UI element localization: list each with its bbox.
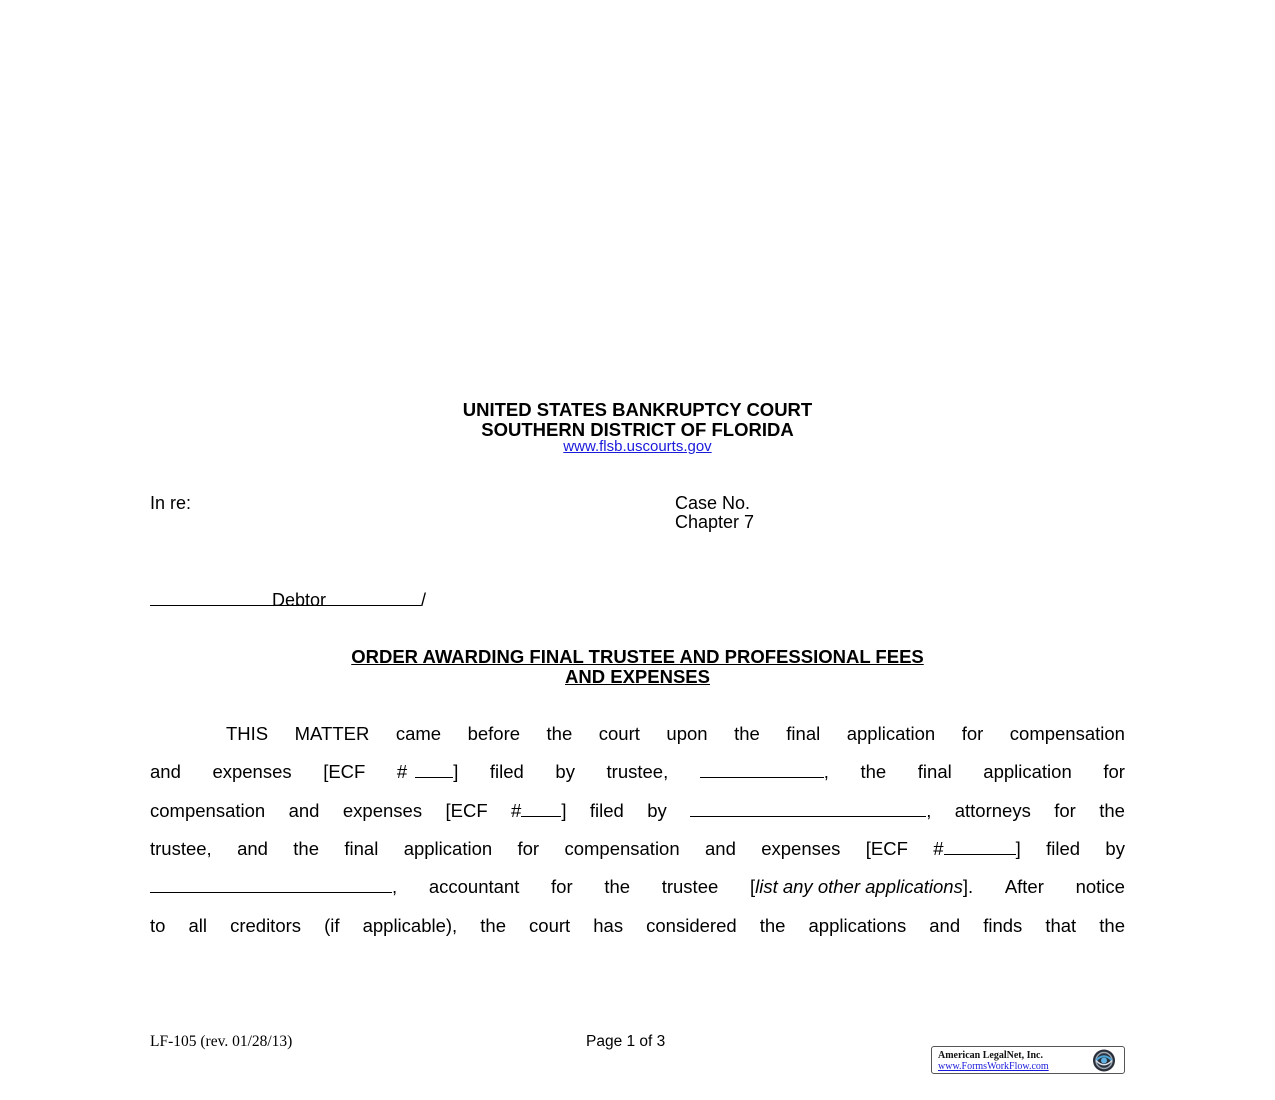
page-number: Page 1 of 3 [586, 1033, 666, 1050]
word: the [1099, 800, 1125, 821]
court-name: UNITED STATES BANKRUPTCY COURT [462, 399, 813, 420]
word: # [511, 800, 522, 821]
word: MATTER [294, 723, 370, 744]
word: , [392, 876, 398, 897]
ecf-accountant-group [933, 838, 1020, 860]
word: filed [589, 800, 624, 821]
word: filed [1046, 838, 1081, 859]
word: by [555, 761, 575, 782]
attorney-name-blank [690, 801, 926, 817]
chapter-label: Chapter 7 [675, 512, 755, 532]
word: before [467, 723, 521, 744]
word: the [759, 915, 786, 936]
word: final [786, 723, 821, 744]
word: # [396, 761, 408, 782]
word: the [734, 723, 760, 744]
word: , [926, 800, 932, 821]
word: finds [983, 915, 1023, 936]
ecf-number-blank [521, 801, 561, 817]
word: [ [749, 876, 756, 897]
ecf-number-blank [415, 762, 453, 778]
accountant-name-group [150, 876, 397, 898]
debtor-label: Debtor [271, 590, 326, 610]
word: the [604, 876, 631, 897]
word: applications [808, 915, 907, 936]
word: creditors [230, 915, 302, 936]
word: application [846, 723, 936, 744]
vendor-name: American LegalNet, Inc. [938, 1050, 1043, 1061]
case-number-label: Case No. [675, 493, 751, 513]
word: final [344, 838, 379, 859]
word: the [860, 761, 887, 782]
word: trustee, [606, 761, 669, 782]
trustee-name-group [700, 761, 829, 783]
word: expenses [342, 800, 423, 821]
word: for [517, 838, 540, 859]
word: and [705, 838, 736, 859]
word: ] [453, 761, 459, 782]
word: application [983, 761, 1072, 782]
word: THIS [226, 723, 269, 744]
word: application [403, 838, 493, 859]
word: and [288, 800, 320, 821]
body-line-3 [150, 800, 1125, 822]
vendor-url[interactable]: www.FormsWorkFlow.com [938, 1061, 1049, 1072]
word: for [551, 876, 573, 897]
word: court [529, 915, 571, 936]
court-district: SOUTHERN DISTRICT OF FLORIDA [481, 419, 794, 440]
word: final [917, 761, 952, 782]
word: , [823, 761, 829, 782]
court-website-link[interactable]: www.flsb.uscourts.gov [563, 438, 712, 455]
debtor-name-blank-right [326, 589, 421, 606]
body-line-6 [150, 915, 1125, 937]
ecf-number-blank [944, 839, 1016, 855]
word: notice [1075, 876, 1125, 897]
word: upon [666, 723, 708, 744]
word: by [1105, 838, 1125, 859]
vendor-globe-icon [1087, 1048, 1121, 1073]
body-line-1 [150, 723, 1125, 745]
other-applications-group [750, 876, 973, 898]
word: the [1099, 915, 1125, 936]
word: for [1054, 800, 1076, 821]
word: [ECF [323, 761, 366, 782]
word: [ECF [445, 800, 488, 821]
ecf-attorney-group [511, 800, 566, 822]
word: came [395, 723, 442, 744]
word: accountant [428, 876, 520, 897]
form-id: LF-105 (rev. 01/28/13) [150, 1033, 293, 1050]
word: ] [561, 800, 567, 821]
word: filed [489, 761, 524, 782]
word: trustee, [150, 838, 212, 859]
order-title-line-2: AND EXPENSES [565, 666, 710, 687]
in-re-label: In re: [150, 493, 192, 513]
word: applicable), [362, 915, 458, 936]
debtor-line [150, 589, 426, 610]
trustee-name-blank [700, 762, 824, 778]
body-line-4 [150, 838, 1125, 860]
word: and [150, 761, 181, 782]
word: compensation [1009, 723, 1125, 744]
word: the [546, 723, 573, 744]
word: ]. [962, 876, 974, 897]
word: compensation [564, 838, 680, 859]
ecf-trustee-group [397, 761, 458, 783]
order-title-continued [0, 667, 1275, 687]
word: (if [324, 915, 340, 936]
word: the [480, 915, 506, 936]
order-title [0, 647, 1275, 667]
word: and [929, 915, 961, 936]
other-applications-placeholder: list any other applications [755, 876, 963, 897]
word: ] [1015, 838, 1021, 859]
word: has [593, 915, 624, 936]
word: expenses [761, 838, 841, 859]
word: all [188, 915, 208, 936]
word: by [647, 800, 667, 821]
vendor-badge[interactable] [931, 1046, 1125, 1074]
word: [ECF [865, 838, 908, 859]
word: After [1004, 876, 1044, 897]
body-line-5 [150, 876, 1125, 898]
accountant-name-blank [150, 877, 392, 893]
word: attorneys [954, 800, 1031, 821]
attorney-name-group [690, 800, 931, 822]
word: trustee [661, 876, 719, 897]
word: for [1103, 761, 1125, 782]
word: compensation [150, 800, 266, 821]
court-website [0, 438, 1275, 456]
debtor-slash: / [421, 590, 427, 610]
word: considered [646, 915, 737, 936]
body-line-2 [150, 761, 1125, 783]
word: and [237, 838, 268, 859]
word: court [598, 723, 640, 744]
word: to [150, 915, 166, 936]
word: expenses [212, 761, 292, 782]
word: # [933, 838, 944, 859]
word: for [961, 723, 984, 744]
word: the [293, 838, 320, 859]
order-title-line-1: ORDER AWARDING FINAL TRUSTEE AND PROFESSIONAL FEES [351, 646, 924, 667]
word: that [1045, 915, 1077, 936]
